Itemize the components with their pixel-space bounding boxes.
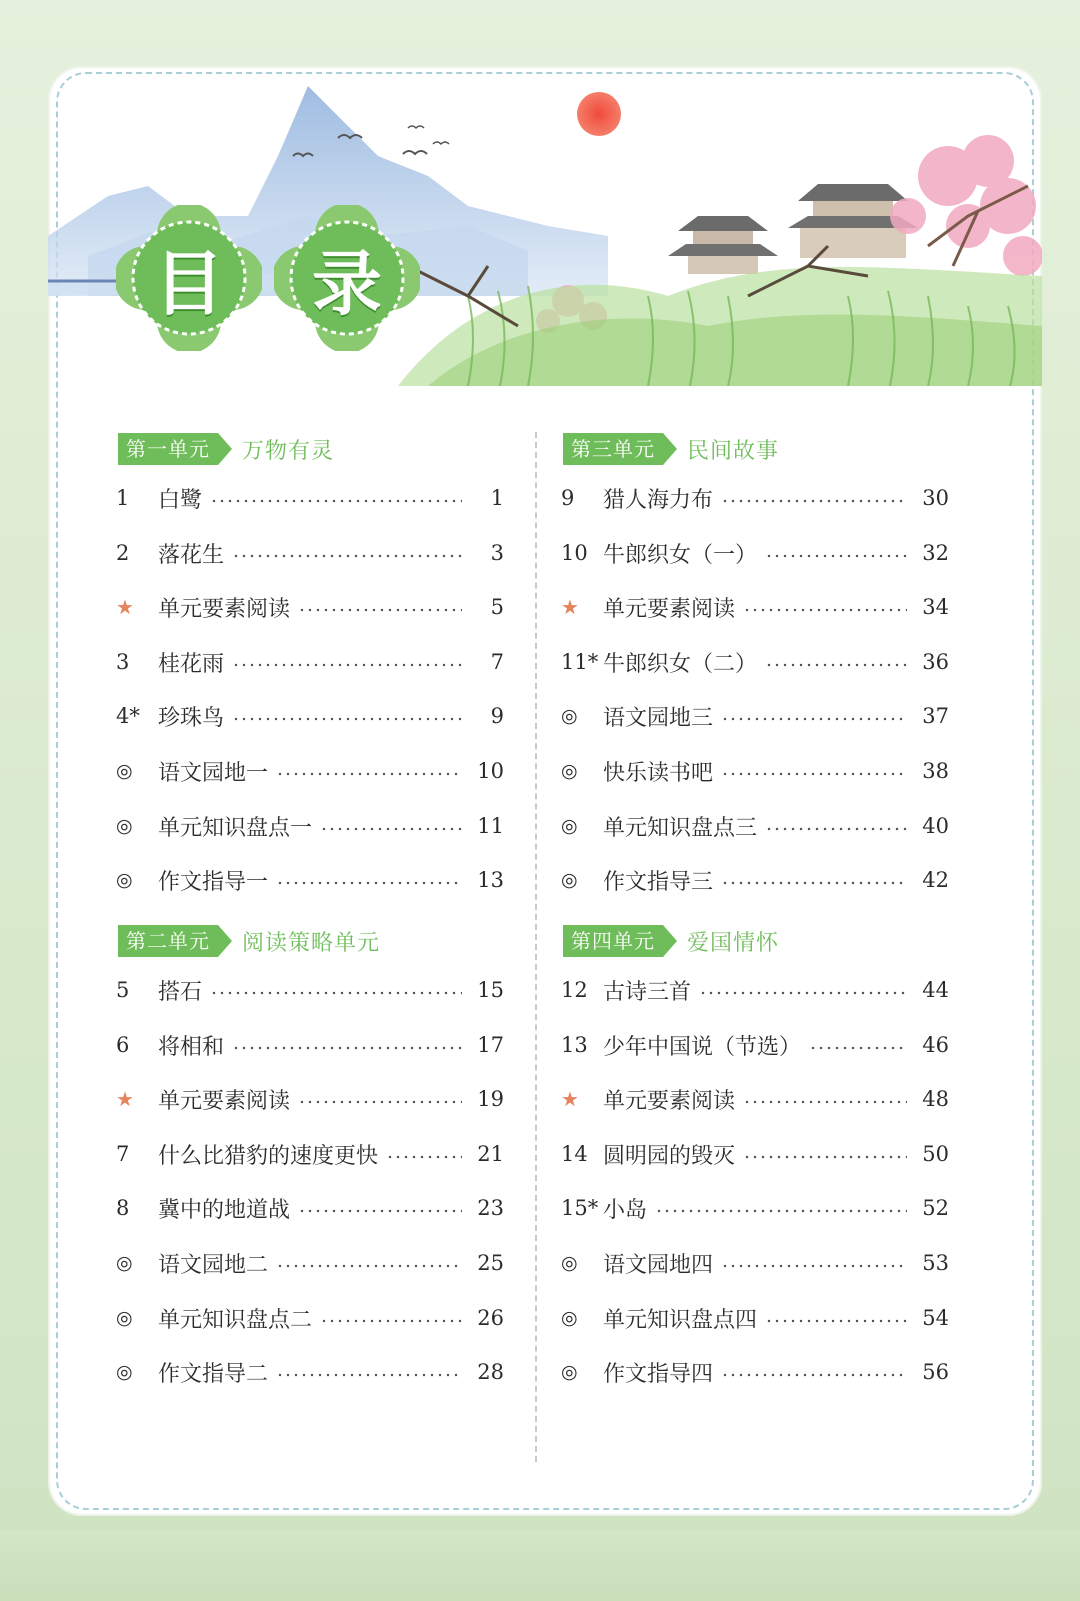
dot-leader	[765, 827, 907, 831]
title-badge-2	[274, 205, 420, 351]
entry-number: 3	[116, 650, 130, 674]
toc-entry[interactable]	[561, 1025, 949, 1065]
dot-leader	[320, 827, 462, 831]
dot-leader	[765, 554, 907, 558]
entry-page-number: 26	[477, 1306, 504, 1330]
toc-entry[interactable]	[116, 970, 504, 1010]
unit-tag: 第三单元	[563, 433, 663, 465]
entry-page-number: 23	[477, 1196, 504, 1220]
entry-title: 作文指导四	[603, 1361, 714, 1387]
entry-page-number: 37	[922, 704, 949, 728]
entry-title: 语文园地一	[158, 760, 269, 786]
entry-number: 13	[561, 1033, 588, 1057]
entry-page-number: 11	[477, 814, 504, 838]
dot-leader	[276, 1264, 462, 1268]
entry-title: 单元知识盘点二	[158, 1307, 313, 1333]
unit-header	[563, 432, 779, 466]
entry-title: 古诗三首	[603, 979, 692, 1005]
entry-page-number: 40	[922, 814, 949, 838]
entry-page-number: 7	[490, 650, 504, 674]
entry-title: 语文园地二	[158, 1252, 269, 1278]
dot-leader	[298, 1209, 462, 1213]
entry-page-number: 36	[922, 650, 949, 674]
dot-leader	[721, 772, 907, 776]
dot-leader	[276, 881, 462, 885]
entry-number: 1	[116, 486, 130, 510]
circle-icon: ◎	[561, 705, 578, 727]
unit-tag: 第一单元	[118, 433, 218, 465]
dot-leader	[232, 663, 462, 667]
dot-leader	[721, 1373, 907, 1377]
circle-icon: ◎	[116, 815, 133, 837]
toc-entry[interactable]	[561, 806, 949, 846]
entry-page-number: 9	[490, 704, 504, 728]
toc-entry[interactable]	[116, 642, 504, 682]
toc-entry[interactable]	[116, 860, 504, 900]
toc-entry[interactable]	[561, 970, 949, 1010]
entry-title: 单元知识盘点四	[603, 1307, 758, 1333]
circle-icon: ◎	[561, 1361, 578, 1383]
toc-entry[interactable]	[561, 1243, 949, 1283]
toc-entry[interactable]	[561, 587, 949, 627]
entry-title: 单元知识盘点一	[158, 815, 313, 841]
entry-title: 作文指导三	[603, 869, 714, 895]
entry-title: 单元要素阅读	[603, 596, 736, 622]
circle-icon: ◎	[561, 1307, 578, 1329]
entry-page-number: 10	[477, 759, 504, 783]
dot-leader	[210, 499, 462, 503]
entry-number: 12	[561, 978, 588, 1002]
unit-theme: 万物有灵	[242, 438, 335, 464]
toc-entry[interactable]	[561, 1298, 949, 1338]
entry-page-number: 46	[922, 1033, 949, 1057]
dot-leader	[743, 1100, 907, 1104]
dot-leader	[298, 608, 462, 612]
entry-page-number: 42	[922, 868, 949, 892]
toc-entry[interactable]	[116, 806, 504, 846]
star-icon: ★	[116, 595, 134, 619]
circle-icon: ◎	[561, 760, 578, 782]
toc-entry[interactable]	[561, 1134, 949, 1174]
entry-title: 单元要素阅读	[158, 1088, 291, 1114]
toc-entry[interactable]	[116, 751, 504, 791]
entry-page-number: 32	[922, 541, 949, 565]
entry-page-number: 44	[922, 978, 949, 1002]
dot-leader	[743, 1155, 907, 1159]
toc-entry[interactable]	[116, 533, 504, 573]
title-badge-1	[116, 205, 262, 351]
toc-entry[interactable]	[116, 696, 504, 736]
unit-header	[118, 432, 334, 466]
entry-title: 圆明园的毁灭	[603, 1143, 736, 1169]
title-char-mu: 目	[154, 242, 224, 325]
dot-leader	[721, 499, 907, 503]
toc-entry[interactable]	[116, 478, 504, 518]
toc-entry[interactable]	[116, 1243, 504, 1283]
entry-page-number: 25	[477, 1251, 504, 1275]
dot-leader	[232, 554, 462, 558]
dot-leader	[743, 608, 907, 612]
entry-title: 语文园地三	[603, 705, 714, 731]
toc-entry[interactable]	[561, 751, 949, 791]
entry-title: 桂花雨	[158, 651, 225, 677]
entry-number: 7	[116, 1142, 130, 1166]
star-icon: ★	[116, 1087, 134, 1111]
circle-icon: ◎	[116, 869, 133, 891]
entry-number: 8	[116, 1196, 130, 1220]
entry-title: 单元要素阅读	[603, 1088, 736, 1114]
entry-page-number: 17	[477, 1033, 504, 1057]
dot-leader	[276, 772, 462, 776]
dot-leader	[320, 1319, 462, 1323]
star-icon: ★	[561, 595, 579, 619]
entry-number: 10	[561, 541, 588, 565]
entry-title: 珍珠鸟	[158, 705, 225, 731]
entry-title: 将相和	[158, 1034, 225, 1060]
entry-title: 小岛	[603, 1197, 648, 1223]
entry-page-number: 50	[922, 1142, 949, 1166]
dot-leader	[298, 1100, 462, 1104]
circle-icon: ◎	[116, 1307, 133, 1329]
entry-page-number: 56	[922, 1360, 949, 1384]
dot-leader	[765, 1319, 907, 1323]
toc-entry[interactable]	[116, 1188, 504, 1228]
toc-entry[interactable]	[561, 1352, 949, 1392]
entry-page-number: 15	[477, 978, 504, 1002]
dot-leader	[386, 1155, 462, 1159]
circle-icon: ◎	[116, 1361, 133, 1383]
toc-entry[interactable]	[561, 642, 949, 682]
toc-entry[interactable]	[116, 1025, 504, 1065]
entry-title: 语文园地四	[603, 1252, 714, 1278]
toc-entry[interactable]	[116, 1298, 504, 1338]
entry-page-number: 53	[922, 1251, 949, 1275]
entry-number: 6	[116, 1033, 130, 1057]
entry-number: 4*	[116, 704, 140, 728]
dot-leader	[721, 881, 907, 885]
entry-title: 牛郎织女（一）	[603, 542, 758, 568]
unit-theme: 爱国情怀	[687, 930, 780, 956]
entry-page-number: 48	[922, 1087, 949, 1111]
toc-entry[interactable]	[116, 1352, 504, 1392]
entry-page-number: 5	[490, 595, 504, 619]
toc-entry[interactable]	[116, 587, 504, 627]
unit-header	[563, 924, 779, 958]
dot-leader	[232, 1046, 462, 1050]
entry-page-number: 38	[922, 759, 949, 783]
circle-icon: ◎	[116, 1252, 133, 1274]
title-char-lu: 录	[312, 242, 382, 325]
entry-title: 冀中的地道战	[158, 1197, 291, 1223]
entry-page-number: 1	[490, 486, 504, 510]
entry-page-number: 54	[922, 1306, 949, 1330]
entry-title: 作文指导一	[158, 869, 269, 895]
column-divider	[535, 432, 537, 1462]
entry-page-number: 13	[477, 868, 504, 892]
entry-number: 11*	[561, 650, 599, 674]
entry-page-number: 3	[490, 541, 504, 565]
circle-icon: ◎	[561, 869, 578, 891]
dot-leader	[809, 1046, 907, 1050]
entry-title: 少年中国说（节选）	[603, 1034, 802, 1060]
entry-title: 落花生	[158, 542, 225, 568]
entry-number: 15*	[561, 1196, 599, 1220]
entry-page-number: 30	[922, 486, 949, 510]
entry-page-number: 52	[922, 1196, 949, 1220]
entry-page-number: 19	[477, 1087, 504, 1111]
toc-entry[interactable]	[116, 1079, 504, 1119]
entry-number: 9	[561, 486, 575, 510]
entry-title: 白鹭	[158, 487, 203, 513]
entry-title: 牛郎织女（二）	[603, 651, 758, 677]
star-icon: ★	[561, 1087, 579, 1111]
dot-leader	[210, 991, 462, 995]
bottom-band	[0, 1530, 1080, 1601]
entry-title: 作文指导二	[158, 1361, 269, 1387]
entry-number: 2	[116, 541, 130, 565]
entry-number: 14	[561, 1142, 588, 1166]
entry-page-number: 34	[922, 595, 949, 619]
toc-entry[interactable]	[561, 1079, 949, 1119]
unit-tag: 第四单元	[563, 925, 663, 957]
toc-entry[interactable]	[561, 696, 949, 736]
toc-entry[interactable]	[116, 1134, 504, 1174]
entry-title: 快乐读书吧	[603, 760, 714, 786]
toc-entry[interactable]	[561, 860, 949, 900]
entry-title: 单元要素阅读	[158, 596, 291, 622]
circle-icon: ◎	[561, 1252, 578, 1274]
entry-title: 搭石	[158, 979, 203, 1005]
dot-leader	[765, 663, 907, 667]
unit-header	[118, 924, 380, 958]
circle-icon: ◎	[116, 760, 133, 782]
unit-theme: 阅读策略单元	[242, 930, 381, 956]
dot-leader	[699, 991, 907, 995]
dot-leader	[721, 1264, 907, 1268]
unit-theme: 民间故事	[687, 438, 780, 464]
entry-title: 什么比猎豹的速度更快	[158, 1143, 379, 1169]
dot-leader	[721, 717, 907, 721]
toc-entry[interactable]	[561, 533, 949, 573]
dot-leader	[276, 1373, 462, 1377]
dot-leader	[232, 717, 462, 721]
entry-title: 猎人海力布	[603, 487, 714, 513]
unit-tag: 第二单元	[118, 925, 218, 957]
entry-number: 5	[116, 978, 130, 1002]
toc-entry[interactable]	[561, 478, 949, 518]
entry-page-number: 28	[477, 1360, 504, 1384]
dot-leader	[655, 1209, 907, 1213]
entry-page-number: 21	[477, 1142, 504, 1166]
circle-icon: ◎	[561, 815, 578, 837]
entry-title: 单元知识盘点三	[603, 815, 758, 841]
toc-entry[interactable]	[561, 1188, 949, 1228]
